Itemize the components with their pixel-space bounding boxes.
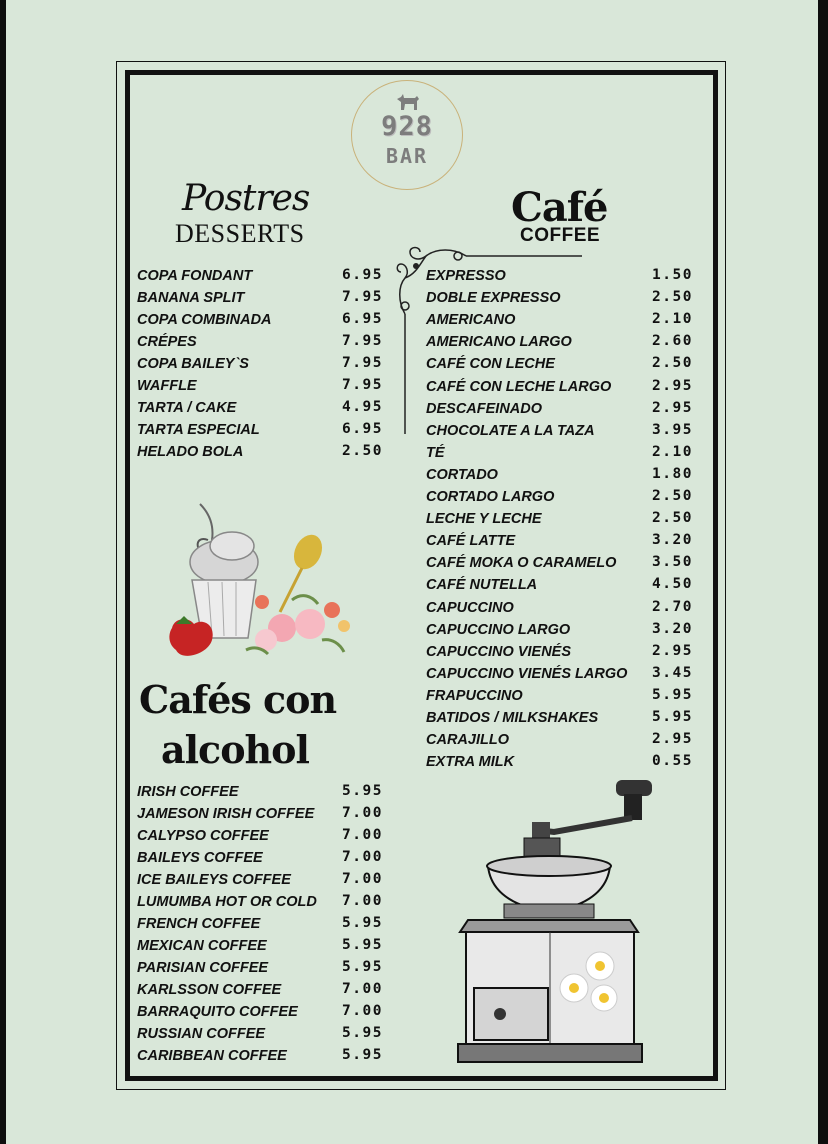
coffee-item-price: 2.60 (652, 333, 693, 350)
alcohol-item-name: CARIBBEAN COFFEE (137, 1048, 287, 1064)
coffee-item-name: CAFÉ LATTE (426, 533, 516, 550)
alcohol-item-price: 7.00 (342, 871, 383, 887)
coffee-item-name: EXTRA MILK (426, 754, 515, 771)
alcohol-item-price: 7.00 (342, 981, 383, 997)
alcohol-item-name: CALYPSO COFFEE (137, 828, 269, 844)
alcohol-item-name: RUSSIAN COFFEE (137, 1026, 266, 1042)
logo-number: 928 (381, 111, 433, 142)
desserts-item-price: 7.95 (342, 355, 383, 371)
desserts-item-price: 6.95 (342, 267, 383, 283)
desserts-item-price: 7.95 (342, 377, 383, 393)
alcohol-item-price: 7.00 (342, 1003, 383, 1019)
dog-icon (395, 93, 421, 111)
logo-word: BAR (385, 144, 429, 168)
desserts-item-price: 6.95 (342, 311, 383, 327)
coffee-title: Café (511, 184, 608, 231)
coffee-item-price: 2.95 (652, 731, 693, 748)
coffee-item-price: 3.50 (652, 554, 693, 571)
desserts-item-name: COPA BAILEY`S (137, 356, 249, 372)
coffee-item-name: CAFÉ CON LECHE LARGO (426, 378, 612, 395)
alcohol-item-name: ICE BAILEYS COFFEE (137, 872, 291, 888)
coffee-item-price: 2.95 (652, 642, 693, 659)
coffee-item-price: 3.95 (652, 421, 693, 438)
desserts-item-name: WAFFLE (137, 378, 197, 394)
desserts-item-price: 7.95 (342, 333, 383, 349)
alcohol-item-price: 5.95 (342, 1025, 383, 1041)
coffee-item-price: 3.20 (652, 620, 693, 637)
alcohol-item-price: 7.00 (342, 849, 383, 865)
coffee-item-price: 5.95 (652, 686, 693, 703)
alcohol-item-price: 5.95 (342, 915, 383, 931)
alcohol-item-price: 7.00 (342, 805, 383, 821)
coffee-item-name: CAPUCCINO (426, 599, 514, 616)
alcohol-item-name: JAMESON IRISH COFFEE (137, 806, 315, 822)
coffee-item-name: CAPUCCINO VIENÉS (426, 643, 572, 660)
coffee-item-price: 3.45 (652, 664, 693, 681)
coffee-item-name: CORTADO (426, 466, 498, 483)
coffee-item-name: CAPUCCINO VIENÉS LARGO (426, 665, 628, 682)
alcohol-item-price: 7.00 (342, 893, 383, 909)
alcohol-item-name: FRENCH COFFEE (137, 916, 261, 932)
coffee-item-name: AMERICANO (426, 312, 516, 329)
coffee-item-name: CAFÉ MOKA O CARAMELO (426, 555, 617, 572)
desserts-item-name: BANANA SPLIT (137, 290, 245, 306)
coffee-grinder-illustration (454, 774, 658, 1070)
coffee-item-price: 2.70 (652, 598, 693, 615)
alcohol-item-price: 5.95 (342, 959, 383, 975)
desserts-item-name: CRÉPES (137, 334, 197, 350)
desserts-item-price: 4.95 (342, 399, 383, 415)
coffee-item-price: 2.50 (652, 289, 693, 306)
coffee-item-price: 1.80 (652, 465, 693, 482)
coffee-item-price: 2.95 (652, 399, 693, 416)
desserts-item-name: HELADO BOLA (137, 444, 244, 460)
coffee-item-name: EXPRESSO (426, 268, 506, 284)
alcohol-item-price: 5.95 (342, 937, 383, 953)
desserts-item-name: COPA COMBINADA (137, 312, 272, 328)
desserts-item-price: 2.50 (342, 443, 383, 459)
coffee-item-price: 2.50 (652, 510, 693, 527)
coffee-item-price: 2.10 (652, 311, 693, 328)
coffee-item-name: CAFÉ CON LECHE (426, 356, 555, 373)
alcohol-title-line2: alcohol (161, 727, 309, 772)
coffee-item-name: CAPUCCINO LARGO (426, 621, 571, 638)
desserts-item-name: TARTA / CAKE (137, 400, 237, 416)
coffee-item-price: 4.50 (652, 576, 693, 593)
coffee-item-price: 1.50 (652, 267, 693, 283)
coffee-item-name: FRAPUCCINO (426, 687, 523, 704)
coffee-item-price: 5.95 (652, 709, 693, 725)
coffee-item-name: CHOCOLATE A LA TAZA (426, 422, 595, 439)
coffee-item-price: 2.95 (652, 377, 693, 394)
coffee-item-name: BATIDOS / MILKSHAKES (426, 710, 599, 726)
alcohol-item-price: 7.00 (342, 827, 383, 843)
desserts-item-name: COPA FONDANT (137, 268, 253, 284)
alcohol-title-line1: Cafés con (139, 677, 337, 722)
coffee-item-price: 3.20 (652, 532, 693, 549)
alcohol-item-name: LUMUMBA HOT OR COLD (137, 894, 317, 910)
alcohol-item-name: IRISH COFFEE (137, 784, 239, 800)
coffee-item-price: 2.50 (652, 355, 693, 372)
desserts-item-price: 7.95 (342, 289, 383, 305)
coffee-item-name: CORTADO LARGO (426, 489, 555, 505)
desserts-title: DESSERTS (175, 219, 305, 248)
alcohol-item-name: MEXICAN COFFEE (137, 938, 267, 954)
coffee-item-name: DOBLE EXPRESSO (426, 290, 561, 307)
desserts-script-title: Postres (182, 178, 310, 219)
alcohol-item-name: BAILEYS COFFEE (137, 850, 263, 866)
alcohol-item-price: 5.95 (342, 783, 383, 799)
coffee-item-name: DESCAFEINADO (426, 400, 543, 417)
alcohol-item-name: PARISIAN COFFEE (137, 960, 269, 976)
bar-logo (351, 80, 463, 190)
alcohol-item-price: 5.95 (342, 1047, 383, 1063)
desserts-item-name: TARTA ESPECIAL (137, 422, 260, 438)
desserts-item-price: 6.95 (342, 421, 383, 437)
coffee-subtitle: COFFEE (520, 225, 601, 246)
coffee-item-name: CARAJILLO (426, 732, 509, 749)
coffee-item-price: 0.55 (652, 753, 693, 770)
coffee-item-name: CAFÉ NUTELLA (426, 577, 538, 594)
coffee-item-price: 2.50 (652, 488, 693, 504)
alcohol-item-name: BARRAQUITO COFFEE (137, 1004, 298, 1020)
coffee-item-name: LECHE Y LECHE (426, 511, 542, 528)
coffee-item-name: TÉ (426, 444, 445, 461)
alcohol-item-name: KARLSSON COFFEE (137, 982, 282, 998)
coffee-item-price: 2.10 (652, 443, 693, 460)
dessert-illustration (162, 500, 362, 670)
coffee-item-name: AMERICANO LARGO (426, 334, 572, 351)
